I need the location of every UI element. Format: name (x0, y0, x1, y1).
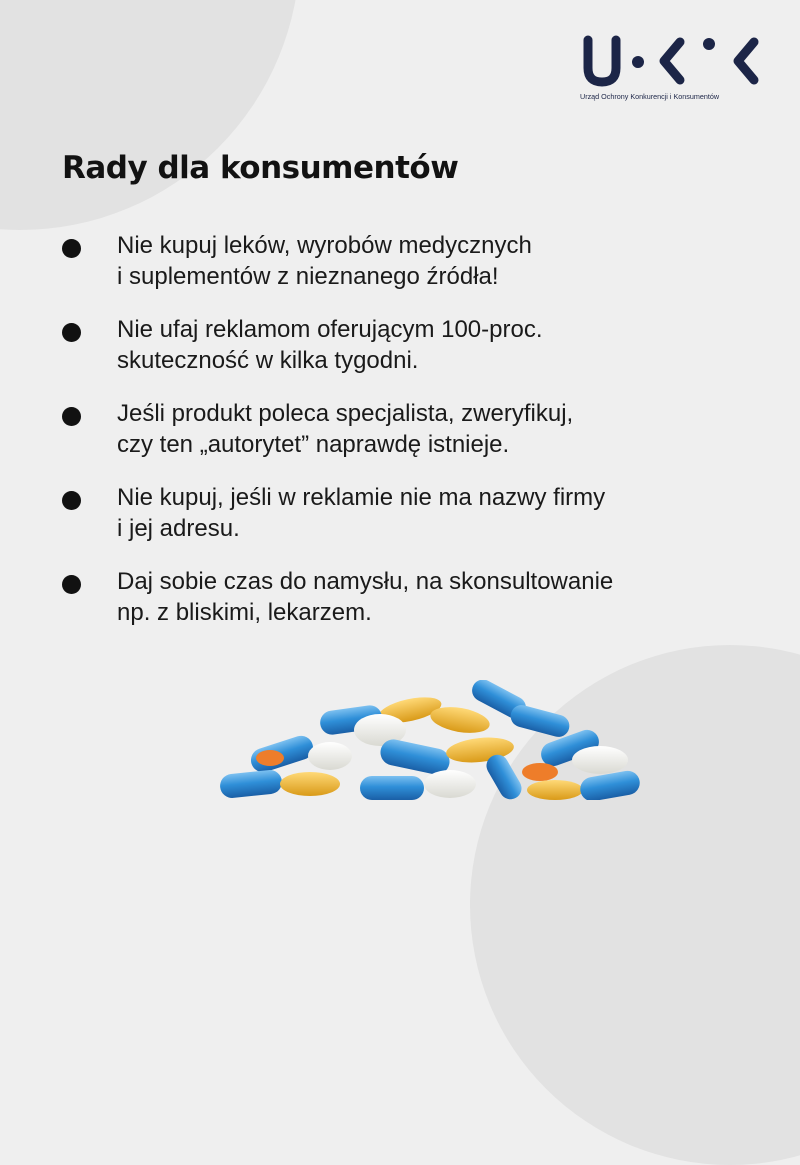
page-title: Rady dla konsumentów (62, 150, 459, 186)
bullet-icon (62, 407, 81, 426)
bullet-icon (62, 239, 81, 258)
tip-text: Nie kupuj, jeśli w reklamie nie ma nazwy firmy i jej adresu. (117, 484, 606, 542)
uokik-logo (578, 34, 778, 104)
pills-illustration (210, 680, 650, 800)
bullet-icon (62, 575, 81, 594)
background-circle-top (0, 0, 300, 230)
tip-text: Nie ufaj reklamom oferującym 100-proc. skuteczność w kilka tygodni. (117, 316, 543, 374)
logo-caption: Urząd Ochrony Konkurencji i Konsumentów (580, 92, 720, 101)
tip-text: Daj sobie czas do namysłu, na skonsultowanie np. z bliskimi, lekarzem. (117, 568, 614, 626)
tip-text: Nie kupuj leków, wyrobów medycznych i suplementów z nieznanego źródła! (117, 232, 532, 290)
bullet-icon (62, 323, 81, 342)
uokik-logo-mark (578, 34, 768, 90)
bullet-icon (62, 491, 81, 510)
tip-text: Jeśli produkt poleca specjalista, zweryfikuj, czy ten „autorytet” naprawdę istnieje. (117, 400, 574, 458)
